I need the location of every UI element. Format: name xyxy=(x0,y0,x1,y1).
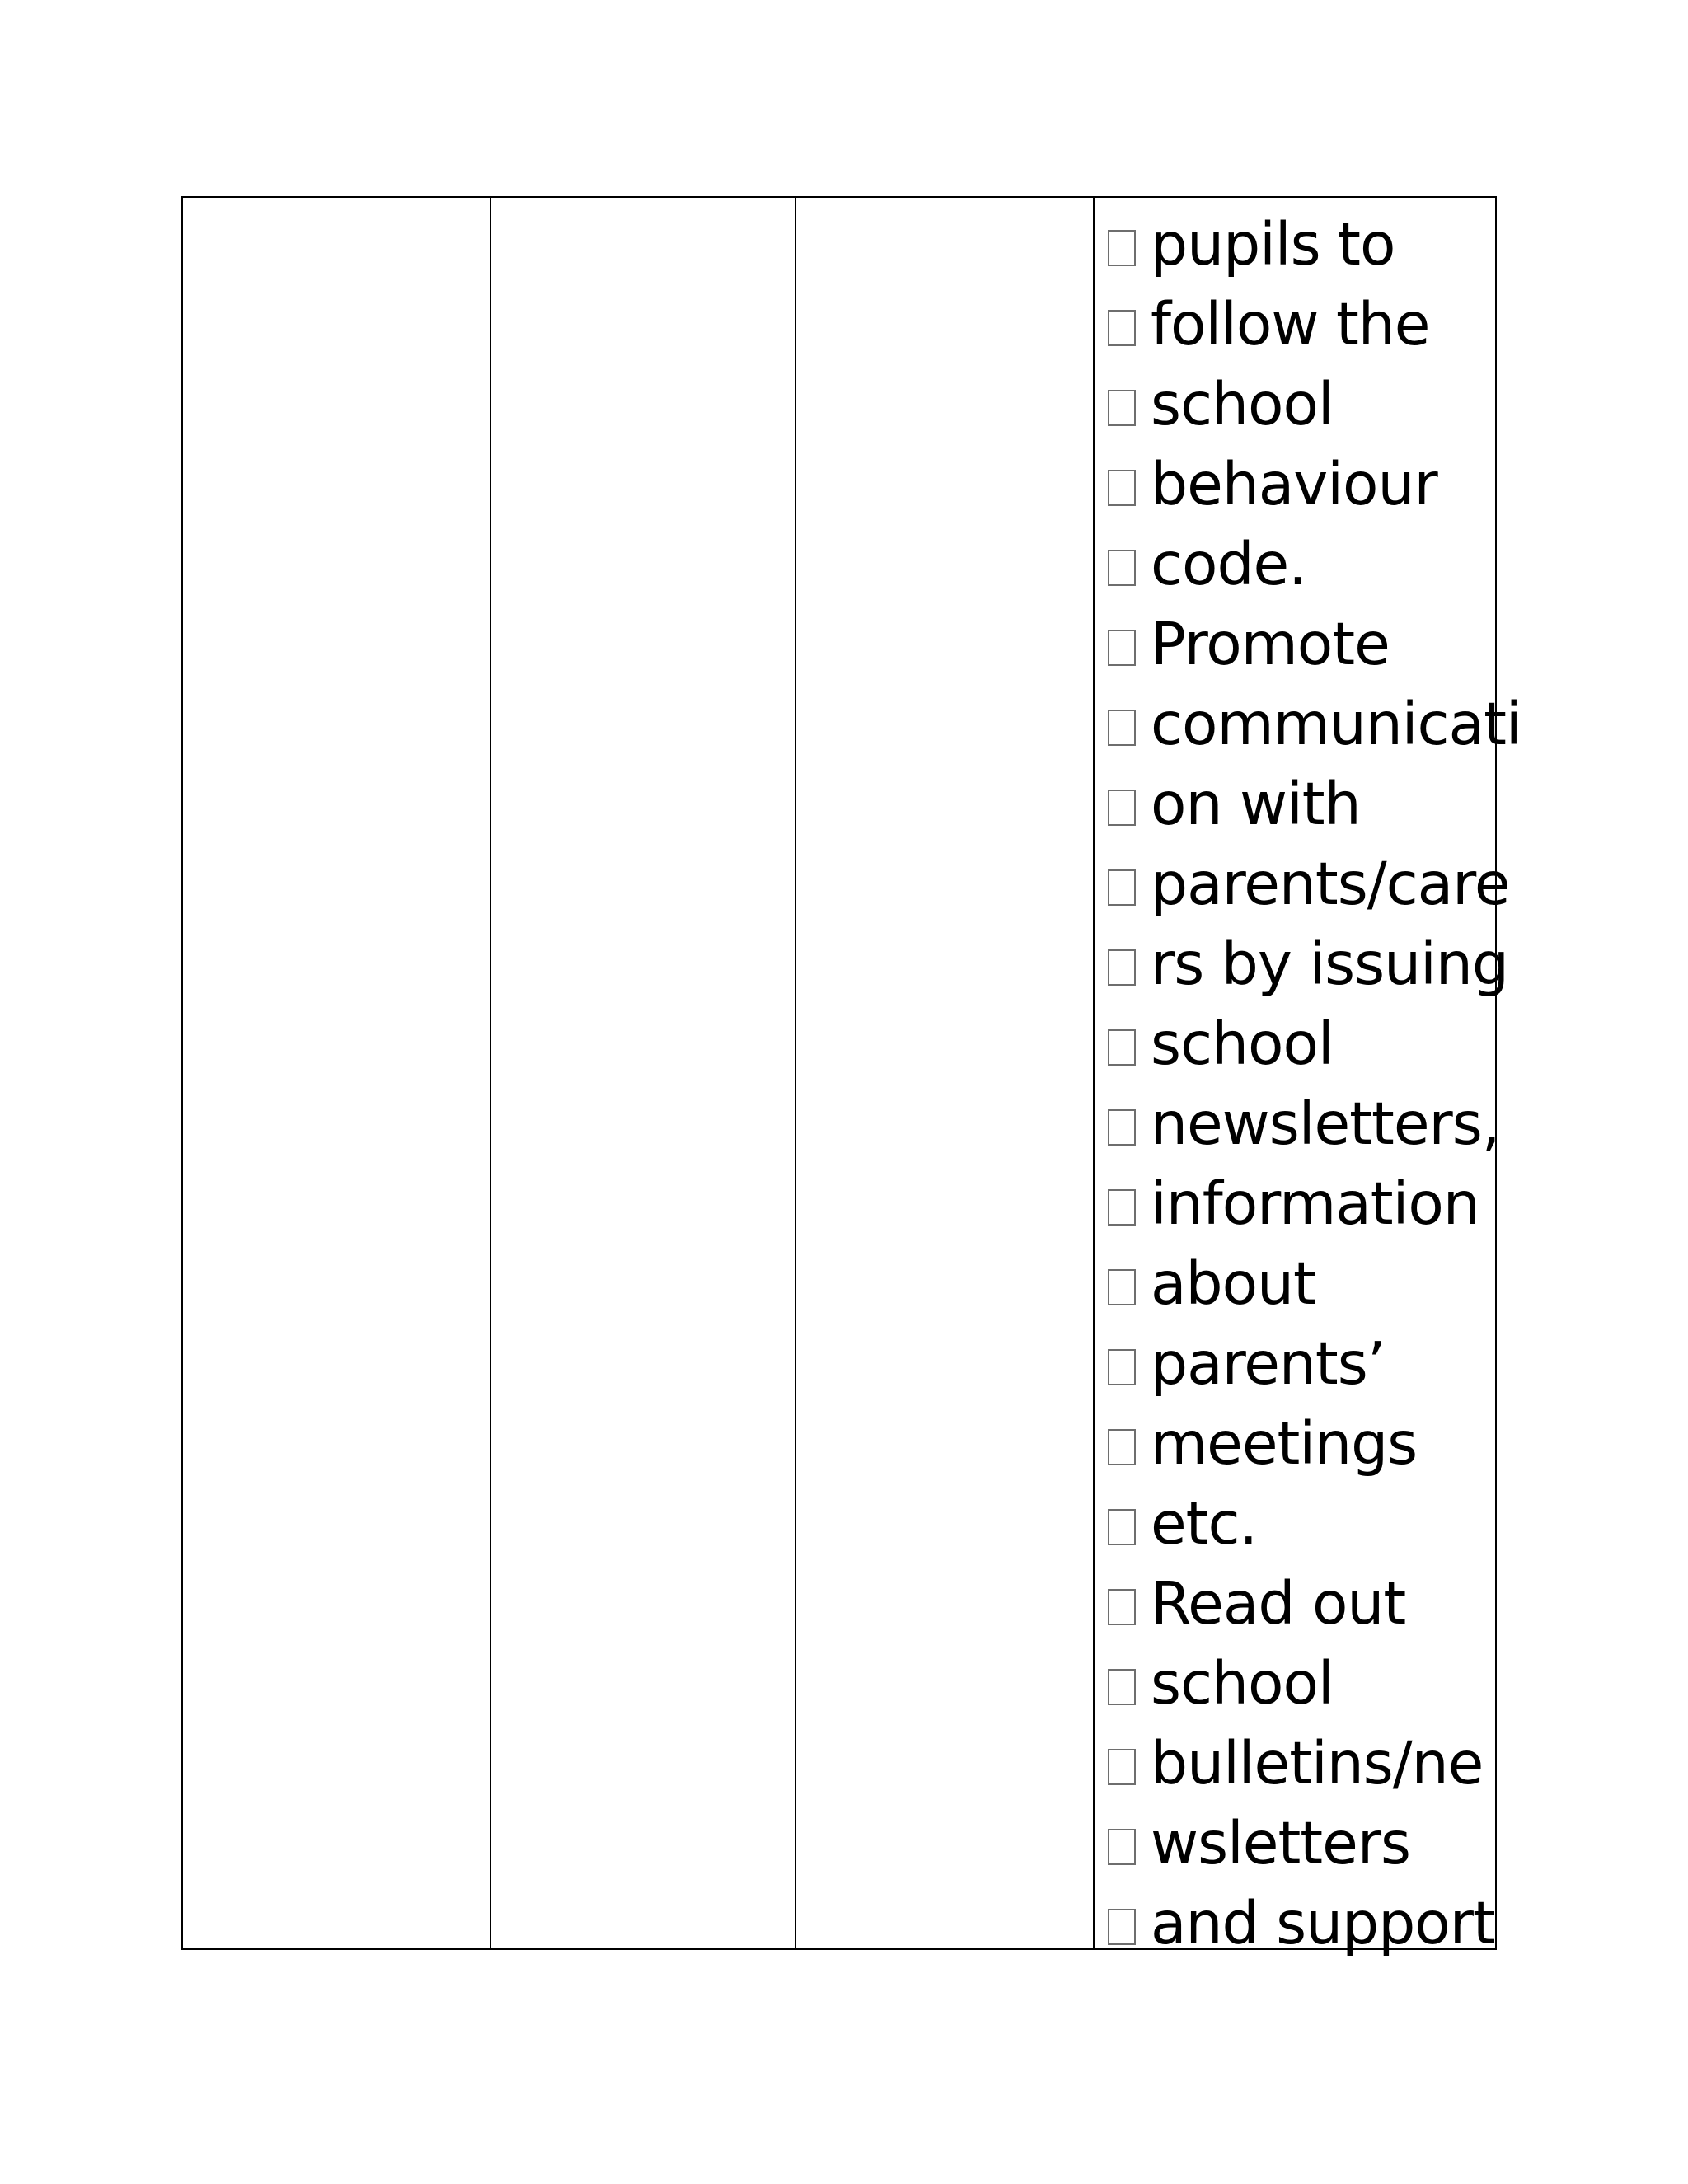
text-line: code. xyxy=(1108,524,1495,604)
text-line: communicati xyxy=(1108,684,1495,764)
bullet-box-icon xyxy=(1108,1269,1136,1305)
text-line: and support xyxy=(1108,1883,1495,1963)
bullet-box-icon xyxy=(1108,550,1136,586)
bullet-box-icon xyxy=(1108,1189,1136,1226)
text-line: on with xyxy=(1108,764,1495,844)
bullet-box-icon xyxy=(1108,230,1136,266)
bullet-box-icon xyxy=(1108,310,1136,346)
bullet-box-icon xyxy=(1108,790,1136,826)
text-line: school xyxy=(1108,1643,1495,1723)
bullet-box-icon xyxy=(1108,1509,1136,1545)
bullet-box-icon xyxy=(1108,1349,1136,1385)
bullet-box-icon xyxy=(1108,949,1136,986)
bullet-box-icon xyxy=(1108,1589,1136,1625)
column-divider xyxy=(490,198,491,1948)
column-divider xyxy=(795,198,796,1948)
text-line: Read out xyxy=(1108,1563,1495,1643)
text-line: newsletters, xyxy=(1108,1084,1495,1164)
document-table xyxy=(181,196,1522,1957)
bullet-box-icon xyxy=(1108,390,1136,426)
text-line: bulletins/ne xyxy=(1108,1723,1495,1803)
column-divider xyxy=(1093,198,1095,1948)
text-line: meetings xyxy=(1108,1404,1495,1483)
bullet-box-icon xyxy=(1108,1429,1136,1465)
bullet-box-icon xyxy=(1108,470,1136,506)
bullet-box-icon xyxy=(1108,1829,1136,1865)
bullet-box-icon xyxy=(1108,710,1136,746)
last-column-cell-text xyxy=(1108,204,1522,1963)
text-line: school xyxy=(1108,364,1495,444)
text-line: Promote xyxy=(1108,604,1495,684)
bullet-box-icon xyxy=(1108,630,1136,666)
text-line: wsletters xyxy=(1108,1803,1495,1883)
text-line: school xyxy=(1108,1004,1495,1084)
text-line: pupils to xyxy=(1108,204,1495,284)
bullet-box-icon xyxy=(1108,1029,1136,1066)
bullet-box-icon xyxy=(1108,1749,1136,1785)
text-line: parents/care xyxy=(1108,844,1495,924)
bullet-box-icon xyxy=(1108,869,1136,906)
bullet-box-icon xyxy=(1108,1909,1136,1945)
text-line: follow the xyxy=(1108,284,1495,364)
bullet-box-icon xyxy=(1108,1109,1136,1146)
text-line: rs by issuing xyxy=(1108,924,1495,1004)
text-line: etc. xyxy=(1108,1483,1495,1563)
text-line: behaviour xyxy=(1108,444,1495,524)
text-line: parents’ xyxy=(1108,1324,1495,1404)
text-line: information xyxy=(1108,1164,1495,1244)
bullet-box-icon xyxy=(1108,1669,1136,1705)
text-line: about xyxy=(1108,1244,1495,1324)
